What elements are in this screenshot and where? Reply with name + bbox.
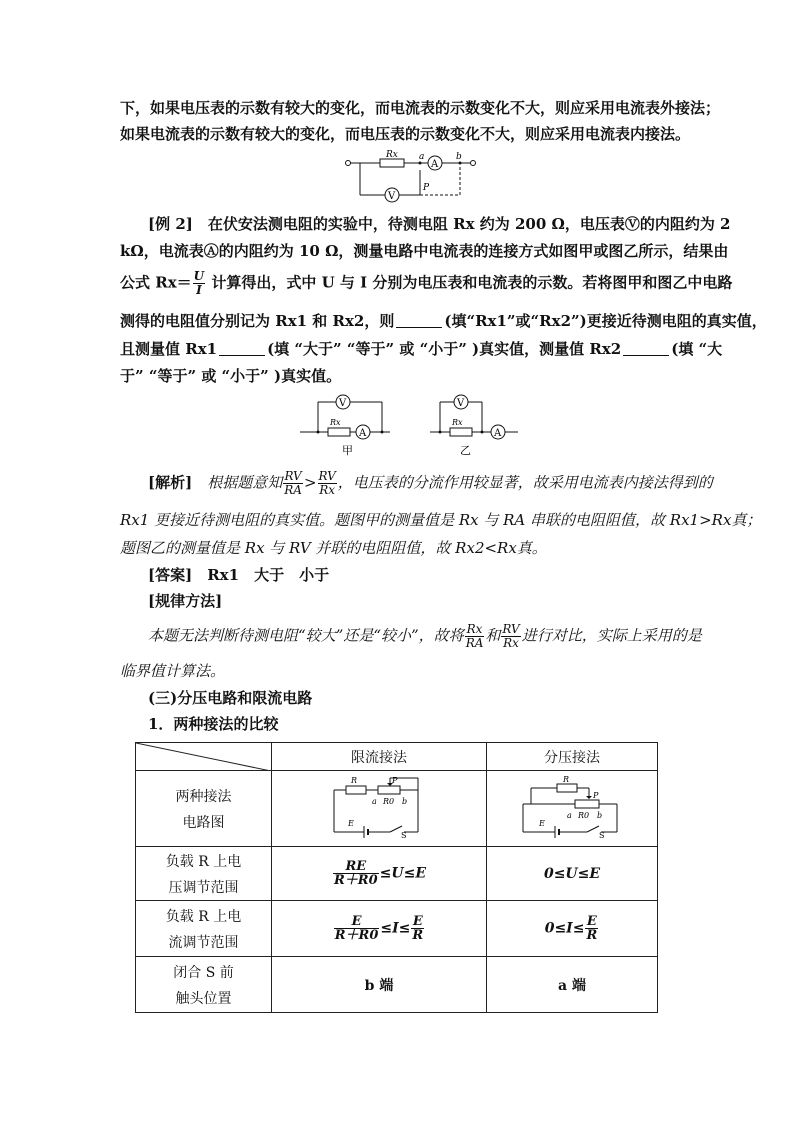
row-voltage-label-1: 负载 R 上电 xyxy=(165,853,242,870)
answer-blank-2[interactable] xyxy=(219,341,265,356)
fig2-yi-v-label: V xyxy=(457,398,465,409)
analysis-line-3: 题图乙的测量值是 Rx 与 RV 并联的电阻阻值，故 Rx2<Rx真。 xyxy=(120,539,547,557)
limit-current-frac-1: $\frac{E}{R+R0}$ xyxy=(334,914,379,943)
header-limit: 限流接法 xyxy=(272,743,487,771)
limit-voltage-frac: $\frac{RE}{R+R0}$ xyxy=(334,859,378,888)
analysis-frac-1: $\frac{RV}{RA}$ xyxy=(284,469,302,497)
divider-current-range xyxy=(487,901,658,957)
method-text-1b: 进行对比，实际上采用的是 xyxy=(521,626,702,645)
section-title: (三)分压电路和限流电路 xyxy=(148,689,313,707)
row-circuit-label xyxy=(136,771,272,847)
analysis-line-1 xyxy=(148,470,713,497)
limit-e-label: E xyxy=(348,818,354,828)
answer-line xyxy=(148,564,329,586)
example-text-1: 在伏安法测电阻的实验中，待测电阻 Rx 约为 200 Ω，电压表Ⓥ的内阻约为 2 xyxy=(207,215,731,233)
divider-s-label: S xyxy=(599,830,605,840)
limit-voltage-range xyxy=(272,847,487,901)
limit-current-mid: ≤I≤ xyxy=(380,920,411,937)
header-divider: 分压接法 xyxy=(487,743,658,771)
limit-b-label: b xyxy=(402,796,408,806)
section-subtitle: 1．两种接法的比较 xyxy=(148,715,279,733)
limit-circuit-diagram xyxy=(324,774,434,840)
method-tag: [规律方法] xyxy=(148,592,223,610)
fig2-yi-rx-label: Rx xyxy=(452,418,463,427)
method-text-1a: 本题无法判断待测电阻“较大”还是“较小”，故将 xyxy=(148,626,464,645)
example-line-6: 于” “等于” 或 “小于” )真实值。 xyxy=(120,367,342,385)
divider-e-label: E xyxy=(539,818,545,828)
table-corner-cell xyxy=(136,743,272,771)
row-switch-label-2: 触头位置 xyxy=(175,990,232,1007)
row-current-label-1: 负载 R 上电 xyxy=(165,908,242,925)
example-line-4 xyxy=(120,310,767,332)
row-switch-label-1: 闭合 S 前 xyxy=(173,964,234,981)
answer-text: Rx1 大于 小于 xyxy=(207,566,330,584)
example-text-4b: (填“Rx1”或“Rx2”)更接近待测电阻的真实值， xyxy=(444,312,767,330)
example-text-5c: (填 “大 xyxy=(671,340,723,358)
limit-p-label: P xyxy=(392,775,398,785)
divider-b-label: b xyxy=(597,810,603,820)
formula-fraction: $\frac{U}{I}$ xyxy=(193,269,205,297)
limit-s-label: S xyxy=(401,830,407,840)
limit-a-label: a xyxy=(372,796,377,806)
comparison-table xyxy=(135,742,658,1013)
answer-tag: [答案] xyxy=(148,566,193,584)
divider-r-label: R xyxy=(563,774,570,784)
fig2-jia-label: 甲 xyxy=(342,444,353,457)
intro-line-2: 如果电流表的示数有较大的变化，而电压表的示数变化不大，则应采用电流表内接法。 xyxy=(120,125,691,143)
divider-circuit-cell xyxy=(487,771,658,847)
intro-line-1: 下，如果电压表的示数有较大的变化，而电流表的示数变化不大，则应采用电流表外接法； xyxy=(120,99,721,117)
fig1-ammeter-label: A xyxy=(431,159,439,170)
example-line-3 xyxy=(120,270,732,297)
fig2-jia-a-label: A xyxy=(359,428,367,439)
example-text-5b: (填 “大于” “等于” 或 “小于” )真实值，测量值 Rx2 xyxy=(267,340,622,358)
example-text-3: 计算得出，式中 U 与 I 分别为电压表和电流表的示数。若将图甲和图乙中电路 xyxy=(211,273,733,292)
analysis-line-2: Rx1 更接近待测电阻的真实值。题图甲的测量值是 Rx 与 RA 串联的电阻阻值，故 Rx1>Rx真； xyxy=(120,511,762,529)
row-circuit-label-1: 两种接法 xyxy=(175,788,232,805)
row-current-label-2: 流调节范围 xyxy=(168,934,239,951)
figure-2-circuits xyxy=(300,390,520,460)
divider-p-label: P xyxy=(593,790,599,800)
example-text-4a: 测得的电阻值分别记为 Rx1 和 Rx2，则 xyxy=(120,312,395,330)
row-circuit-label-2: 电路图 xyxy=(182,814,225,831)
fig1-rx-label: Rx xyxy=(386,150,398,160)
answer-blank-3[interactable] xyxy=(623,341,669,356)
limit-r0-label: R0 xyxy=(383,796,395,806)
divider-current-pre: 0≤I≤ xyxy=(544,920,585,937)
fig1-voltmeter-label: V xyxy=(388,191,396,202)
limit-circuit-cell xyxy=(272,771,487,847)
divider-voltage-range: 0≤U≤E xyxy=(487,847,658,901)
fig2-yi-a-label: A xyxy=(494,428,502,439)
analysis-text-1b: ，电压表的分流作用较显著，故采用电流表内接法得到的 xyxy=(337,473,713,492)
divider-r0-label: R0 xyxy=(578,810,590,820)
limit-voltage-tail: ≤U≤E xyxy=(379,865,426,882)
method-and: 和 xyxy=(485,626,501,645)
fig2-jia-v-label: V xyxy=(339,398,347,409)
divider-circuit-diagram xyxy=(517,774,627,840)
fig1-p-label: P xyxy=(423,183,430,193)
analysis-frac-2: $\frac{RV}{Rx}$ xyxy=(318,469,336,497)
row-current-label xyxy=(136,901,272,957)
answer-blank-1[interactable] xyxy=(396,313,442,328)
example-tag: [例 2] xyxy=(148,215,193,233)
figure-1-circuit xyxy=(340,150,480,205)
fig1-b-label: b xyxy=(456,152,462,162)
method-frac-1: $\frac{Rx}{RA}$ xyxy=(465,622,484,650)
limit-current-frac-2: $\frac{E}{R}$ xyxy=(412,914,424,943)
fig2-yi-label: 乙 xyxy=(460,444,471,457)
divider-switch-position: a 端 xyxy=(487,957,658,1013)
formula-prefix: 公式 Rx＝ xyxy=(120,273,192,292)
method-line-1 xyxy=(148,623,702,650)
method-line-2: 临界值计算法。 xyxy=(120,662,226,680)
analysis-text-1a: 根据题意知 xyxy=(207,473,283,492)
example-text-5a: 且测量值 Rx1 xyxy=(120,340,218,358)
divider-current-frac: $\frac{E}{R}$ xyxy=(586,914,598,943)
divider-a-label: a xyxy=(567,810,572,820)
method-frac-2: $\frac{RV}{Rx}$ xyxy=(502,622,520,650)
limit-switch-position: b 端 xyxy=(272,957,487,1013)
example-line-1 xyxy=(148,213,731,235)
limit-r-label: R xyxy=(351,775,358,785)
analysis-gt: > xyxy=(303,473,317,492)
example-line-2: kΩ，电流表Ⓐ的内阻约为 10 Ω，测量电路中电流表的连接方式如图甲或图乙所示，结果由 xyxy=(120,242,729,260)
limit-current-range xyxy=(272,901,487,957)
analysis-tag: [解析] xyxy=(148,473,193,492)
example-line-5 xyxy=(120,338,722,360)
row-voltage-label xyxy=(136,847,272,901)
fig1-a-label: a xyxy=(419,152,425,162)
row-switch-label xyxy=(136,957,272,1013)
row-voltage-label-2: 压调节范围 xyxy=(168,879,239,896)
fig2-jia-rx-label: Rx xyxy=(330,418,341,427)
